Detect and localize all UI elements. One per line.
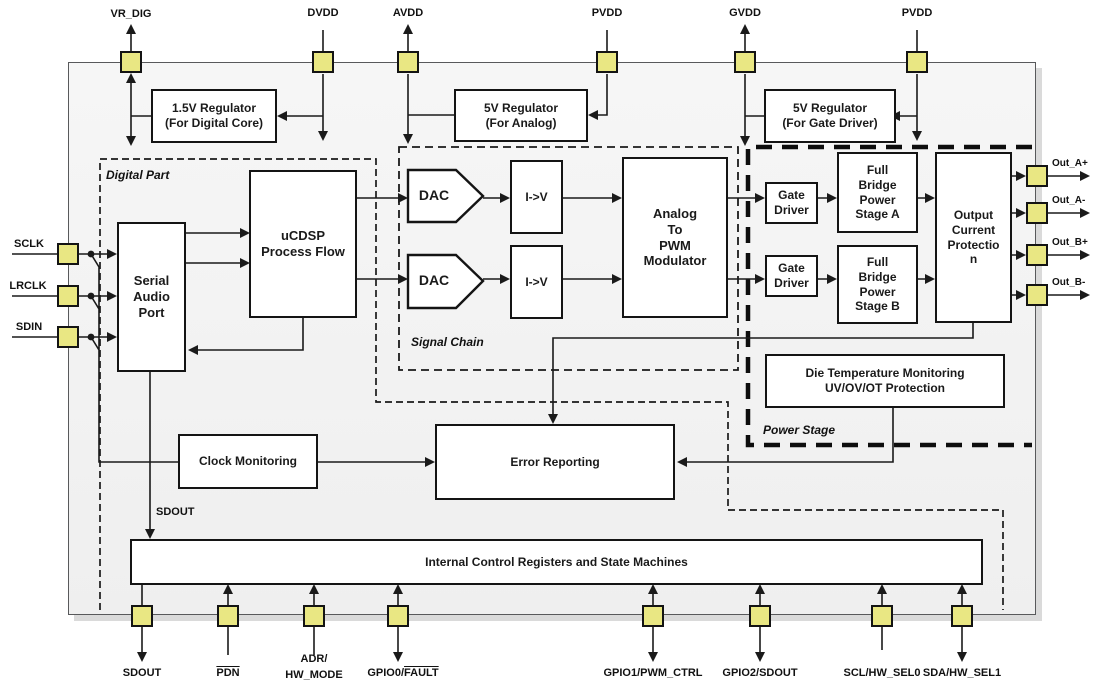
pin-label-sclk: SCLK: [14, 238, 44, 250]
block-label: I->V: [525, 189, 548, 204]
pin-gvdd: [734, 51, 756, 73]
pin-pvdd-2: [906, 51, 928, 73]
pin-label-out-b-plus: Out_B+: [1052, 237, 1088, 248]
pin-label-sda-hw-sel1: SDA/HW_SEL1: [922, 667, 1002, 679]
block-label: Audio: [133, 289, 170, 305]
pin-label-vr-dig: VR_DIG: [110, 8, 152, 20]
block-label: Power: [859, 192, 896, 207]
pin-out-b-plus: [1026, 244, 1048, 266]
region-label-power-stage: Power Stage: [763, 423, 836, 437]
block-label: Gate: [778, 261, 805, 276]
pin-sdin: [57, 326, 79, 348]
block-label: (For Digital Core): [165, 116, 263, 130]
block-full-bridge-b: [837, 245, 918, 324]
block-serial-audio-port: [117, 222, 186, 372]
pin-label-avdd: AVDD: [392, 7, 424, 19]
block-label: Analog: [652, 205, 698, 221]
pin-pvdd-1: [596, 51, 618, 73]
block-label: Clock Monitoring: [199, 454, 297, 469]
region-label-signal-chain: Signal Chain: [411, 335, 484, 349]
fault-overlined-text: FAULT: [404, 667, 439, 679]
pin-sdout: [131, 605, 153, 627]
block-5v-regulator-analog: [454, 89, 588, 142]
block-1v5-regulator: [151, 89, 277, 143]
pin-gpio1-pwm-ctrl: [642, 605, 664, 627]
block-output-current-protection: [935, 152, 1012, 323]
pin-sda-hw-sel1: [951, 605, 973, 627]
pin-label-gpio2-sdout: GPIO2/SDOUT: [722, 667, 798, 679]
block-dac1-label: DAC: [418, 187, 450, 203]
pin-vr-dig: [120, 51, 142, 73]
pin-avdd: [397, 51, 419, 73]
block-label: Protectio: [947, 237, 1000, 252]
block-label: Bridge: [858, 177, 897, 192]
pin-label-out-b-minus: Out_B-: [1052, 277, 1086, 288]
block-label: PWM: [659, 237, 691, 253]
block-label: (For Gate Driver): [782, 116, 878, 130]
block-label: Stage B: [855, 299, 900, 314]
block-label: Driver: [774, 276, 809, 290]
block-iv2: [510, 245, 563, 319]
pin-scl-hw-sel0: [871, 605, 893, 627]
block-ucdsp: [249, 170, 357, 318]
pin-out-a-minus: [1026, 202, 1048, 224]
pin-label-pvdd-1: PVDD: [591, 7, 623, 19]
pin-label-adr-line1: ADR/: [300, 653, 328, 665]
region-label-digital-part: Digital Part: [106, 168, 170, 182]
block-label: 5V Regulator: [483, 100, 558, 115]
block-label: Stage A: [855, 207, 900, 222]
pin-label-pvdd-2: PVDD: [901, 7, 933, 19]
block-label: Modulator: [643, 253, 707, 269]
block-label: Bridge: [858, 269, 897, 284]
block-label: Driver: [774, 203, 809, 217]
block-label: 1.5V Regulator: [171, 101, 257, 116]
pin-pdn: [217, 605, 239, 627]
block-analog-to-pwm-modulator: [622, 157, 728, 318]
block-gate-driver-a: [765, 182, 818, 224]
block-label: 5V Regulator: [792, 101, 867, 116]
pdn-overlined-text: $\overline{PDN}$: [216, 667, 240, 679]
pin-label-gpio1-pwm-ctrl: GPIO1/PWM_CTRL: [603, 667, 703, 679]
block-label: UV/OV/OT Protection: [824, 381, 945, 395]
block-label: Current: [951, 222, 996, 237]
block-label: Full: [866, 255, 889, 270]
pin-label-sdout: SDOUT: [122, 667, 162, 679]
block-5v-regulator-gate: [764, 89, 896, 143]
block-label: Power: [859, 284, 896, 299]
block-dac2-label: DAC: [418, 272, 450, 288]
pin-label-pdn: [188, 667, 268, 679]
pin-label-out-a-plus: Out_A+: [1052, 158, 1088, 169]
block-label: Output: [953, 208, 994, 223]
pin-lrclk: [57, 285, 79, 307]
pin-label-dvdd: DVDD: [307, 7, 339, 19]
pin-out-b-minus: [1026, 284, 1048, 306]
block-label: Gate: [778, 188, 805, 203]
pin-out-a-plus: [1026, 165, 1048, 187]
block-label: Port: [138, 304, 165, 320]
block-internal-control-registers: [130, 539, 983, 585]
block-label: Process Flow: [261, 244, 345, 259]
block-clock-monitoring: [178, 434, 318, 489]
block-label: To: [667, 221, 683, 237]
pin-adr-hw-mode: [303, 605, 325, 627]
junction-dots: [88, 251, 95, 341]
pin-gpio2-sdout: [749, 605, 771, 627]
block-label: I->V: [525, 274, 548, 289]
pin-label-sdin: SDIN: [15, 321, 43, 333]
pin-label-out-a-minus: Out_A-: [1052, 195, 1086, 206]
block-label: Full: [866, 163, 889, 178]
block-label: (For Analog): [485, 115, 557, 130]
block-label: n: [969, 252, 978, 267]
pin-label-gvdd: GVDD: [729, 7, 761, 19]
block-label: uCDSP: [280, 228, 326, 244]
pin-label-gpio0-fault: [348, 667, 458, 679]
block-error-reporting: [435, 424, 675, 500]
gpio0-prefix: GPIO0/: [367, 667, 405, 679]
block-full-bridge-a: [837, 152, 918, 233]
block-iv1: [510, 160, 563, 234]
block-label: Internal Control Registers and State Machines: [425, 554, 688, 569]
pin-gpio0-fault: [387, 605, 409, 627]
pin-label-lrclk: LRCLK: [9, 280, 47, 292]
pin-label-scl-hw-sel0: SCL/HW_SEL0: [843, 667, 921, 679]
block-die-temp-monitoring: [765, 354, 1005, 408]
block-label: Serial: [133, 273, 170, 289]
block-label: Die Temperature Monitoring: [805, 366, 965, 381]
pin-sclk: [57, 243, 79, 265]
pin-label-adr-line2: HW_MODE: [285, 669, 343, 681]
sdout-internal-label: SDOUT: [156, 506, 195, 518]
pin-dvdd: [312, 51, 334, 73]
block-gate-driver-b: [765, 255, 818, 297]
block-label: Error Reporting: [510, 454, 600, 469]
